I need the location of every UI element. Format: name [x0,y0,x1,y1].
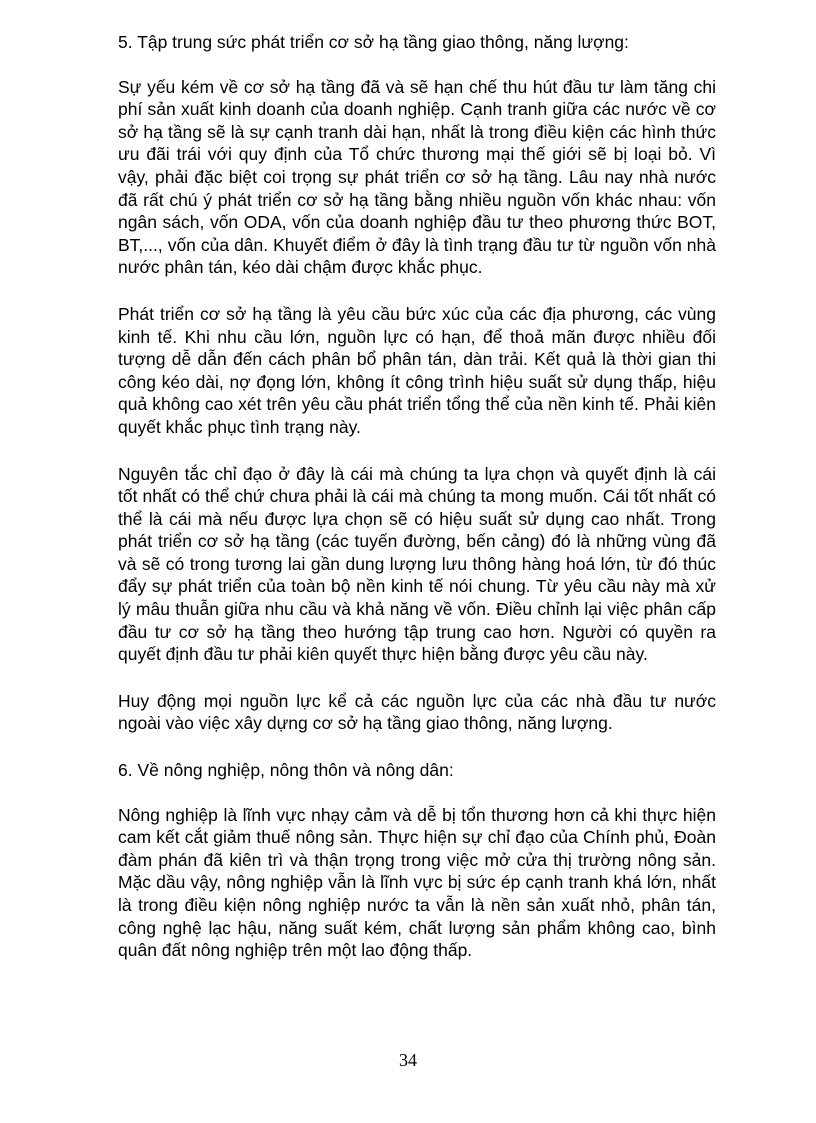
section-5-paragraph-2: Phát triển cơ sở hạ tầng là yêu cầu bức xúc của các địa phương, các vùng kinh tế. Khi nhu cầu lớn, nguồn lực có hạn, để thoả mãn được nhiều đối tượng dễ dẫn đến cách phân bổ phân tán, dàn trải. Kết quả là thời gian thi công kéo dài, nợ đọng lớn, không ít công trình hiệu suất sử dụng thấp, hiệu quả không cao xét trên yêu cầu phát triển tổng thể của nền kinh tế. Phải kiên quyết khắc phục tình trạng này. [118,303,716,437]
section-5-heading: 5. Tập trung sức phát triển cơ sở hạ tầng giao thông, năng lượng: [118,32,629,52]
section-6-paragraph-1: Nông nghiệp là lĩnh vực nhạy cảm và dễ bị tổn thương hơn cả khi thực hiện cam kết cắt giảm thuế nông sản. Thực hiện sự chỉ đạo của Chính phủ, Đoàn đàm phán đã kiên trì và thận trọng trong việc mở cửa thị trường nông sản. Mặc dầu vậy, nông nghiệp vẫn là lĩnh vực bị sức ép cạnh tranh khá lớn, nhất là trong điều kiện nông nghiệp nước ta vẫn là nền sản xuất nhỏ, phân tán, công nghệ lạc hậu, năng suất kém, chất lượng sản phẩm không cao, bình quân đất nông nghiệp trên một lao động thấp. [118,804,716,961]
section-6-heading: 6. Về nông nghiệp, nông thôn và nông dân: [118,760,454,781]
page-number: 34 [399,1050,417,1070]
section-5-paragraph-4: Huy động mọi nguồn lực kể cả các nguồn lực của các nhà đầu tư nước ngoài vào việc xây dựng cơ sở hạ tầng giao thông, năng lượng. [118,690,716,734]
document-body [118,31,716,986]
section-5-paragraph-3: Nguyên tắc chỉ đạo ở đây là cái mà chúng ta lựa chọn và quyết định là cái tốt nhất có thể chứ chưa phải là cái mà chúng ta mong muốn. Cái tốt nhất có thể là cái mà nếu được lựa chọn sẽ có hiệu suất sử dụng cao nhất. Trong phát triển cơ sở hạ tầng (các tuyến đường, bến cảng) đó là những vùng đã và sẽ có trong tương lai gần dung lượng lưu thông hàng hoá lớn, từ đó thúc đẩy sự phát triển của toàn bộ nền kinh tế nói chung. Từ yêu cầu này mà xử lý mâu thuẫn giữa nhu cầu và khả năng về vốn. Điều chỉnh lại việc phân cấp đầu tư cơ sở hạ tầng theo hướng tập trung cao hơn. Người có quyền ra quyết định đầu tư phải kiên quyết thực hiện bằng được yêu cầu này. [118,463,716,665]
section-5-paragraph-1: Sự yếu kém về cơ sở hạ tầng đã và sẽ hạn chế thu hút đầu tư làm tăng chi phí sản xuất kinh doanh của doanh nghiệp. Cạnh tranh giữa các nước về cơ sở hạ tầng sẽ là sự cạnh tranh dài hạn, nhất là trong điều kiện các hình thức ưu đãi trái với quy định của Tổ chức thương mại thế giới sẽ bị loại bỏ. Vì vậy, phải đặc biệt coi trọng sự phát triển cơ sở hạ tầng. Lâu nay nhà nước đã rất chú ý phát triển cơ sở hạ tầng bằng nhiều nguồn vốn khác nhau: vốn ngân sách, vốn ODA, vốn của doanh nghiệp đầu tư theo phương thức BOT, BT,..., vốn của dân. Khuyết điểm ở đây là tình trạng đầu tư từ nguồn vốn nhà nước phân tán, kéo dài chậm được khắc phục. [118,76,716,278]
